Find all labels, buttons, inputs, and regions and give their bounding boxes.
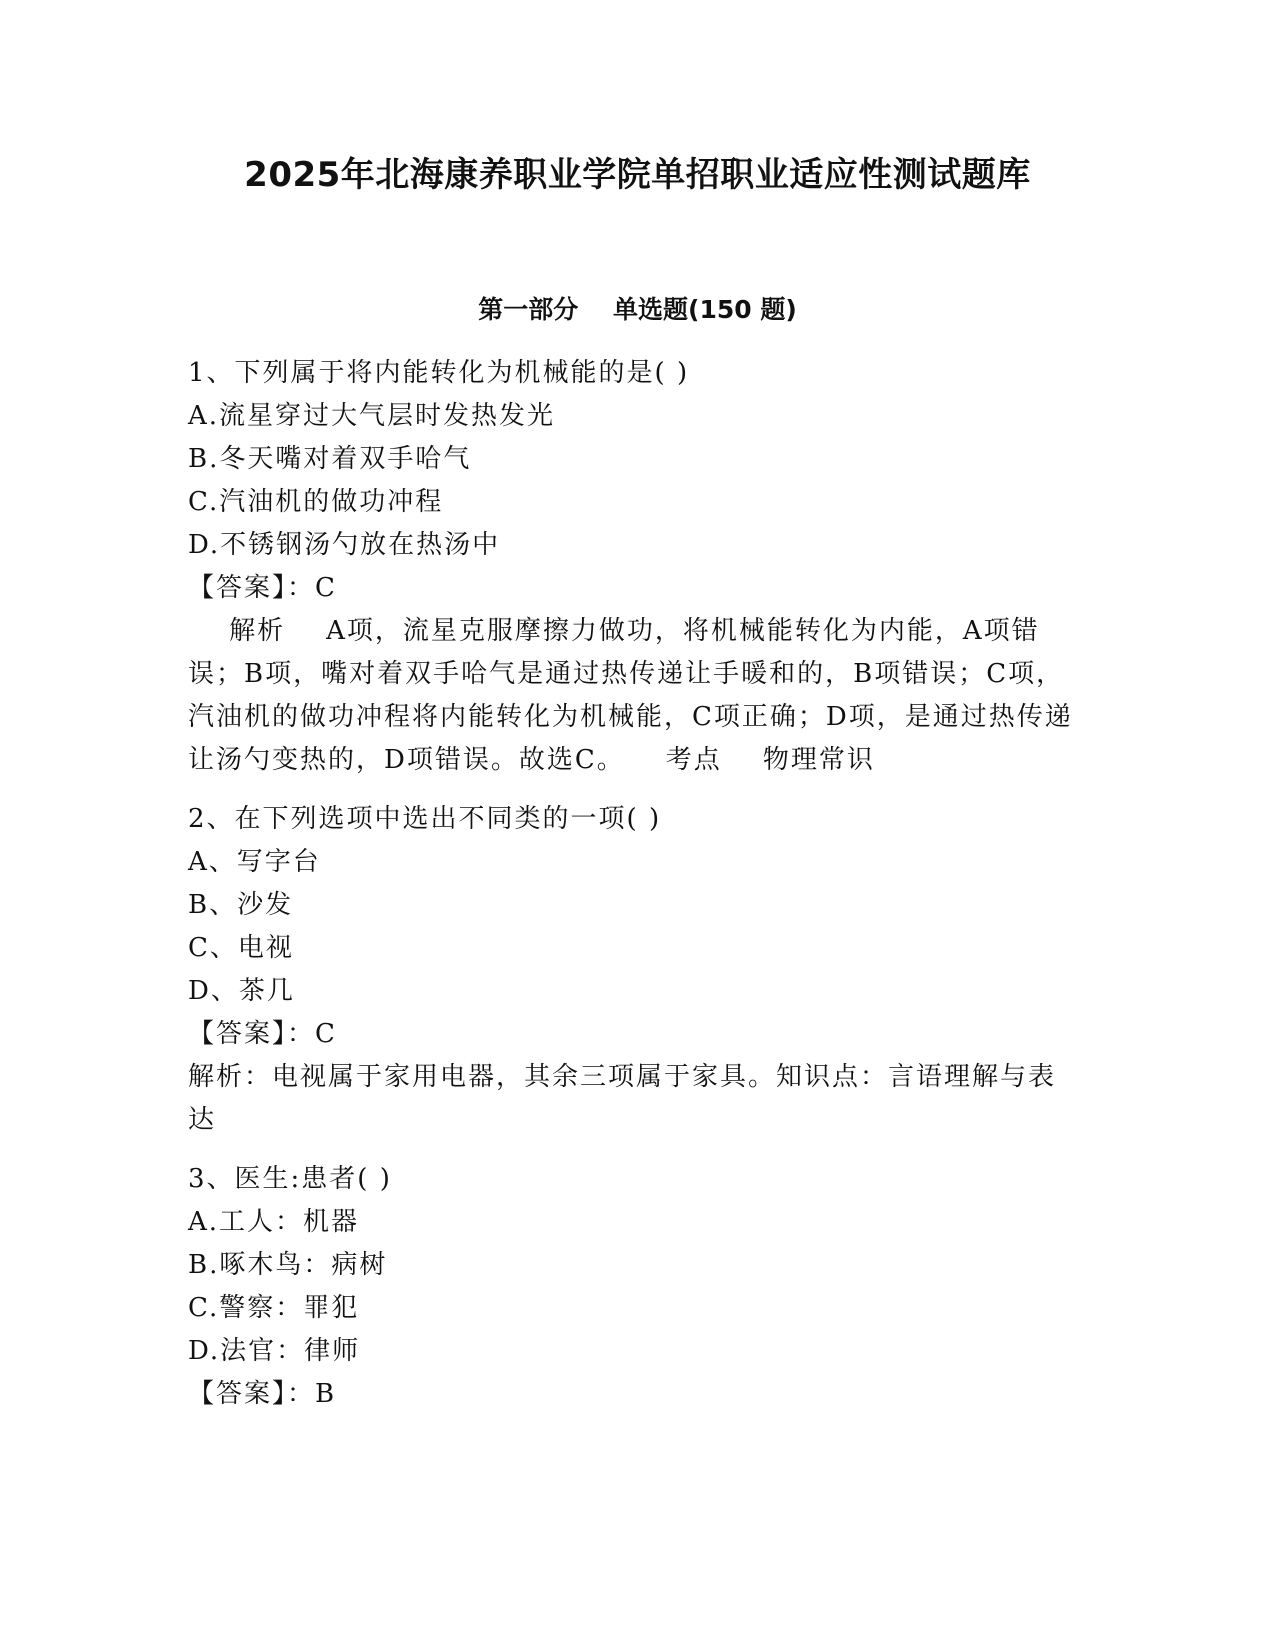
analysis: 解析 A项，流星克服摩擦力做功，将机械能转化为内能，A项错误；B项，嘴对着双手哈气是通过热传递让手暖和的，B项错误；C项，汽油机的做功冲程将内能转化为机械能，C项正确；D项，是通过热传递让汤勺变热的，D项错误。故选C。 考点 物理常识 [188, 616, 1073, 775]
option-b: B.冬天嘴对着双手哈气 [188, 444, 472, 474]
option-a: A.工人：机器 [188, 1207, 360, 1237]
option-a: A.流星穿过大气层时发热发光 [188, 401, 556, 431]
question-list [188, 352, 1083, 1432]
option-d: D.法官：律师 [188, 1336, 361, 1366]
option-a: A、写字台 [188, 847, 321, 877]
option-c: C.警察：罪犯 [188, 1293, 360, 1323]
document-title: 2025年北海康养职业学院单招职业适应性测试题库 [244, 155, 1031, 195]
answer: 【答案】：C [188, 1019, 337, 1049]
answer: 【答案】：C [188, 573, 337, 603]
option-b: B、沙发 [188, 890, 294, 920]
option-b: B.啄木鸟：病树 [188, 1250, 388, 1280]
question-stem: 2、在下列选项中选出不同类的一项( ) [188, 804, 662, 834]
question-2 [188, 798, 1083, 1142]
option-c: C.汽油机的做功冲程 [188, 487, 444, 517]
analysis: 解析：电视属于家用电器，其余三项属于家具。知识点：言语理解与表达 [188, 1062, 1057, 1135]
question-1 [188, 352, 1083, 782]
option-c: C、电视 [188, 933, 294, 963]
answer: 【答案】：B [188, 1379, 337, 1409]
question-stem: 1、下列属于将内能转化为机械能的是( ) [188, 358, 690, 388]
option-d: D、茶几 [188, 976, 295, 1006]
section-title: 第一部分 单选题(150 题) [478, 295, 797, 324]
question-stem: 3、医生:患者( ) [188, 1164, 392, 1194]
option-d: D.不锈钢汤勺放在热汤中 [188, 530, 501, 560]
question-3 [188, 1158, 1083, 1416]
